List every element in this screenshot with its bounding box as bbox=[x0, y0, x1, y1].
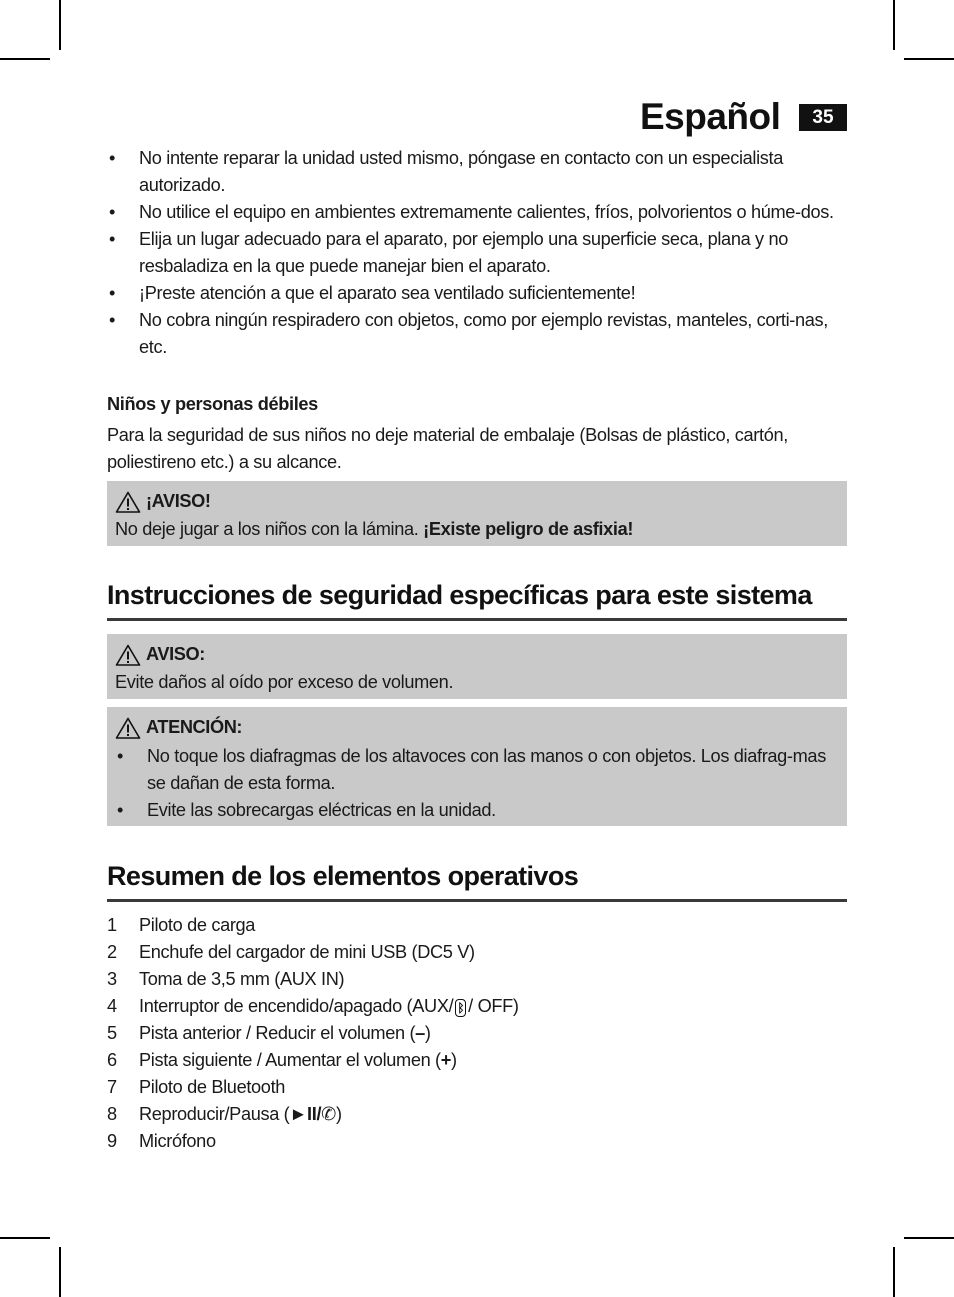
item-text bbox=[139, 993, 519, 1020]
item-number: 9 bbox=[107, 1131, 117, 1151]
list-item: • ¡Preste atención a que el aparato sea ventilado suficientemente! bbox=[107, 280, 847, 307]
controls-section-title: Resumen de los elementos operativos bbox=[107, 859, 847, 902]
list-item bbox=[107, 993, 847, 1020]
attention-title bbox=[115, 714, 839, 741]
item-text-before: Pista siguiente / Aumentar el volumen ( bbox=[139, 1050, 441, 1070]
crop-mark bbox=[893, 1247, 895, 1297]
list-item bbox=[107, 1101, 847, 1128]
item-number: 5 bbox=[107, 1023, 117, 1043]
item-text-before: Interruptor de encendido/apagado (AUX/ bbox=[139, 996, 454, 1016]
safety-section-title: Instrucciones de seguridad específicas para este sistema bbox=[107, 578, 847, 621]
warning-title bbox=[115, 488, 839, 515]
item-number: 2 bbox=[107, 942, 117, 962]
list-item bbox=[107, 1128, 847, 1155]
warning-triangle-icon bbox=[115, 491, 141, 513]
warning-box-children bbox=[107, 481, 847, 546]
crop-mark bbox=[893, 0, 895, 50]
play-pause-phone-icon: ►II/✆ bbox=[289, 1104, 337, 1124]
item-text-before: Pista anterior / Reducir el volumen ( bbox=[139, 1023, 416, 1043]
warning-text: Evite daños al oído por exceso de volumen. bbox=[115, 672, 454, 692]
item-text: Piloto de carga bbox=[139, 915, 256, 935]
crop-mark bbox=[59, 1247, 61, 1297]
list-item bbox=[107, 1074, 847, 1101]
warning-triangle-icon bbox=[115, 644, 141, 666]
list-item bbox=[107, 1020, 847, 1047]
item-number: 7 bbox=[107, 1077, 117, 1097]
attention-box bbox=[107, 707, 847, 826]
warning-triangle-icon bbox=[115, 717, 141, 739]
list-item bbox=[107, 939, 847, 966]
item-text: Toma de 3,5 mm (AUX IN) bbox=[139, 969, 345, 989]
plus-icon: + bbox=[440, 1050, 452, 1070]
list-item: • Elija un lugar adecuado para el aparato, por ejemplo una superficie seca, plana y no resbaladiza en la que puede manejar bien el aparato. bbox=[107, 226, 847, 280]
warning-title-label: AVISO: bbox=[146, 644, 205, 664]
list-item: • No utilice el equipo en ambientes extremamente calientes, fríos, polvorientos o húme-dos. bbox=[107, 199, 847, 226]
crop-mark bbox=[0, 58, 50, 60]
controls-list bbox=[107, 912, 847, 1155]
item-text bbox=[139, 1047, 457, 1074]
bluetooth-icon: ᛒ bbox=[457, 1001, 465, 1015]
item-number: 8 bbox=[107, 1104, 117, 1124]
page-content bbox=[107, 145, 847, 1155]
crop-mark bbox=[59, 0, 61, 50]
item-text: Piloto de Bluetooth bbox=[139, 1077, 286, 1097]
page-number: 35 bbox=[799, 104, 847, 131]
list-item bbox=[107, 1047, 847, 1074]
list-item bbox=[107, 912, 847, 939]
item-text bbox=[139, 1101, 342, 1128]
list-item: • No intente reparar la unidad usted mismo, póngase en contacto con un especialista autorizado. bbox=[107, 145, 847, 199]
children-heading: Niños y personas débiles bbox=[107, 394, 318, 414]
item-text bbox=[139, 1020, 431, 1047]
item-number: 4 bbox=[107, 996, 117, 1016]
page-language-title: Español bbox=[640, 96, 781, 137]
item-number: 1 bbox=[107, 915, 117, 935]
item-number: 3 bbox=[107, 969, 117, 989]
crop-mark bbox=[904, 1237, 954, 1239]
intro-bullet-list bbox=[107, 145, 847, 361]
crop-mark bbox=[904, 58, 954, 60]
item-number: 6 bbox=[107, 1050, 117, 1070]
item-text-before: Reproducir/Pausa ( bbox=[139, 1104, 290, 1124]
list-item bbox=[107, 966, 847, 993]
warning-title-label: ¡AVISO! bbox=[146, 491, 211, 511]
warning-text-plain: No deje jugar a los niños con la lámina. bbox=[115, 519, 419, 539]
attention-title-label: ATENCIÓN: bbox=[146, 717, 243, 737]
list-item: • No cobra ningún respiradero con objetos, como por ejemplo revistas, manteles, corti-nas, etc. bbox=[107, 307, 847, 361]
list-item: • Evite las sobrecargas eléctricas en la unidad. bbox=[115, 797, 839, 824]
attention-bullet-list bbox=[115, 743, 839, 824]
children-text: Para la seguridad de sus niños no deje material de embalaje (Bolsas de plástico, cartón, poliestireno etc.) a su alcance. bbox=[107, 425, 788, 472]
warning-text bbox=[115, 515, 839, 544]
item-text-after: ) bbox=[451, 1050, 457, 1070]
list-item: • No toque los diafragmas de los altavoces con las manos o con objetos. Los diafrag-mas se dañan de esta forma. bbox=[115, 743, 839, 797]
item-text-after: / OFF) bbox=[468, 996, 519, 1016]
item-text: Enchufe del cargador de mini USB (DC5 V) bbox=[139, 942, 475, 962]
minus-icon: – bbox=[415, 1023, 425, 1043]
item-text: Micrófono bbox=[139, 1131, 216, 1151]
warning-box-volume bbox=[107, 634, 847, 699]
warning-title bbox=[115, 641, 839, 668]
item-text-after: ) bbox=[336, 1104, 342, 1124]
item-text-after: ) bbox=[424, 1023, 431, 1043]
crop-mark bbox=[0, 1237, 50, 1239]
warning-text-emphasis: ¡Existe peligro de asfixia! bbox=[423, 519, 634, 539]
